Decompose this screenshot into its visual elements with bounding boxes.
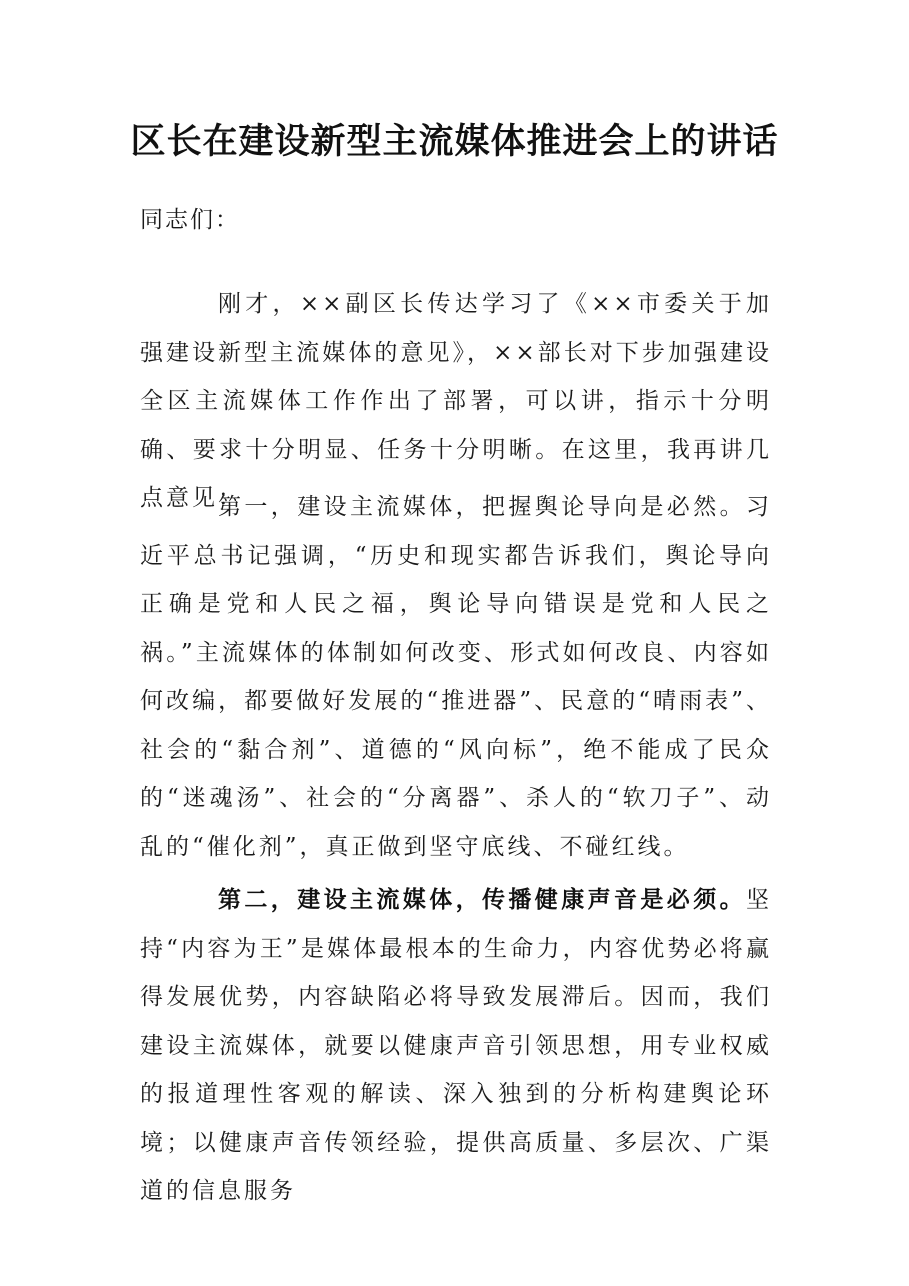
paragraph-2 xyxy=(140,483,772,871)
salutation: 同志们： xyxy=(140,207,240,233)
paragraph-3-lead: 第二，建设主流媒体，传播健康声音是必须。 xyxy=(218,886,746,913)
paragraph-3 xyxy=(140,876,772,1216)
paragraph-3-text: 坚持“内容为王”是媒体最根本的生命力，内容优势必将赢得发展优势，内容缺陷必将导致发展滞后。因而，我们建设主流媒体，就要以健康声音引领思想，用专业权威的报道理性客观的解读、深入独到的分析构建舆论环境；以健康声音传领经验，提供高质量、多层次、广渠道的信息服务 xyxy=(140,887,772,1204)
document-title: 区长在建设新型主流媒体推进会上的讲话 xyxy=(130,121,779,162)
paragraph-2-text: 第一，建设主流媒体，把握舆论导向是必然。习近平总书记强调，“历史和现实都告诉我们，舆论导向正确是党和人民之福，舆论导向错误是党和人民之祸。”主流媒体的体制如何改变、形式如何改良、内容如何改编，都要做好发展的“推进器”、民意的“晴雨表”、社会的“黏合剂”、道德的“风向标”，绝不能成了民众的“迷魂汤”、社会的“分离器”、杀人的“软刀子”、动乱的“催化剂”，真正做到坚守底线、不碰红线。 xyxy=(140,494,772,860)
paragraph-1-text: 刚才，××副区长传达学习了《××市委关于加强建设新型主流媒体的意见》，××部长对下步加强建设全区主流媒体工作作出了部署，可以讲，指示十分明确、要求十分明显、任务十分明晰。在这里，我再讲几点意见： xyxy=(140,291,772,511)
